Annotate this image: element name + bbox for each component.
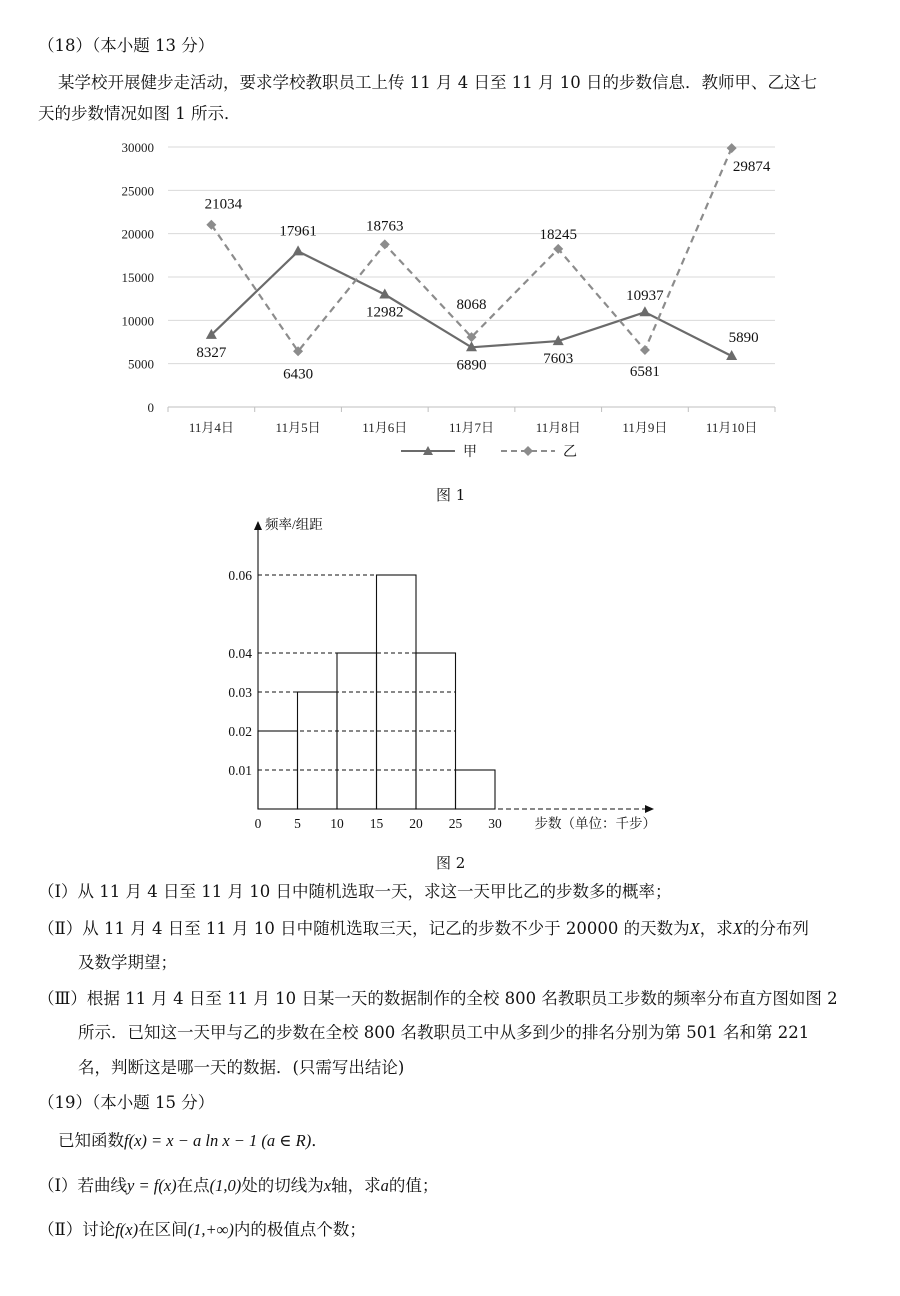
q19-header: （19）（本小题 15 分）: [38, 1093, 215, 1112]
q18-intro-line2: 天的步数情况如图 1 所示．: [38, 104, 241, 123]
y-tick-label: 25000: [121, 183, 154, 199]
q18-header: （18）（本小题 13 分）: [38, 36, 215, 55]
data-label: 8327: [196, 344, 227, 361]
q18-part3-line1: （Ⅲ）根据 11 月 4 日至 11 月 10 日某一天的数据制作的全校 800 名教职员工步数的频率分布直方图如图 2: [38, 989, 838, 1008]
histogram-bar: [456, 770, 496, 809]
y-tick-label: 5000: [128, 356, 154, 372]
q19-part2-interval: (1,+∞): [187, 1220, 234, 1239]
data-label: 17961: [279, 223, 317, 240]
data-point-triangle: [639, 306, 650, 316]
q18-part2-text-b: ，求: [699, 919, 733, 938]
x-tick-label: 30: [488, 816, 502, 831]
y-tick-label: 10000: [121, 313, 154, 329]
y-tick-label: 0.02: [228, 724, 252, 739]
x-tick-label: 20: [409, 816, 423, 831]
data-label: 21034: [204, 196, 243, 213]
x-tick-label: 10: [330, 816, 344, 831]
histogram-bar: [258, 731, 298, 809]
data-point-diamond: [380, 239, 390, 249]
data-label: 6581: [629, 363, 660, 380]
data-point-diamond: [727, 143, 737, 153]
x-tick-label: 25: [448, 816, 463, 831]
figure2-caption: 图 2: [436, 854, 466, 872]
x-axis-label: 步数（单位：千步）: [534, 816, 656, 831]
data-label: 10937: [626, 288, 664, 305]
data-point-diamond: [640, 345, 650, 355]
x-tick-label: 5: [294, 816, 301, 831]
q19-part1-curve: y = f(x): [127, 1176, 177, 1195]
q19-intro-end: ．: [311, 1131, 328, 1150]
legend-marker-diamond: [523, 446, 533, 456]
q18-part2-var-x2: X: [732, 919, 743, 938]
data-label: 18763: [366, 218, 404, 235]
x-tick-label: 11月6日: [362, 420, 408, 435]
q18-part2-line2: 及数学期望；: [78, 953, 177, 972]
legend-label: 乙: [563, 445, 577, 460]
data-label: 8068: [456, 297, 487, 314]
histogram-bar: [298, 692, 338, 809]
data-label: 18245: [539, 226, 577, 243]
x-tick-label: 11月5日: [275, 420, 321, 435]
histogram-bar: [377, 575, 417, 809]
y-tick-label: 15000: [121, 270, 154, 285]
data-point-triangle: [293, 245, 304, 255]
legend-label: 甲: [463, 445, 477, 460]
q19-part2-text-b: 在区间: [138, 1220, 188, 1239]
data-label: 12982: [366, 304, 404, 321]
data-label: 6890: [456, 357, 487, 374]
data-label: 7603: [543, 351, 574, 368]
q19-part2-text-a: （Ⅱ）讨论: [38, 1220, 116, 1239]
x-tick-label: 11月8日: [535, 420, 581, 435]
q19-intro-text: 已知函数: [58, 1131, 124, 1150]
x-tick-label: 11月10日: [705, 420, 758, 435]
data-label: 6430: [283, 366, 314, 383]
q18-part2-text-c: 的分布列: [742, 919, 809, 938]
q19-part1-text-d: 轴，求: [331, 1176, 381, 1195]
q18-part1: （Ⅰ）从 11 月 4 日至 11 月 10 日中随机选取一天，求这一天甲比乙的步数多的概率；: [38, 882, 672, 901]
data-label: 5890: [728, 329, 759, 346]
x-tick-label: 11月4日: [188, 420, 234, 435]
q18-part2-text-a: （Ⅱ）从 11 月 4 日至 11 月 10 日中随机选取三天，记乙的步数不少于 20000 的天数为: [38, 919, 690, 938]
q18-intro-line1: 某学校开展健步走活动，要求学校教职员工上传 11 月 4 日至 11 月 10 日的步数信息．教师甲、乙这七: [58, 73, 817, 92]
q19-part1-var-a: a: [380, 1176, 389, 1195]
data-label: 29874: [732, 159, 771, 176]
figure2-histogram: [200, 510, 680, 840]
y-tick-label: 30000: [121, 140, 154, 155]
q18-part2-line1: [38, 921, 809, 938]
y-tick-label: 0.06: [228, 568, 252, 583]
q19-part1-text-c: 处的切线为: [241, 1176, 324, 1195]
y-tick-label: 20000: [121, 226, 154, 242]
y-axis-label: 频率/组距: [265, 517, 323, 532]
y-tick-label: 0.01: [228, 763, 252, 778]
q19-part2-func: f(x): [115, 1220, 139, 1239]
q19-part1-axis: x: [323, 1176, 332, 1195]
q19-intro: [58, 1133, 328, 1150]
q18-part3-line3: 名，判断这是哪一天的数据．(只需写出结论): [78, 1058, 405, 1077]
q18-part3-line2: 所示．已知这一天甲与乙的步数在全校 800 名教职员工中从多到少的排名分别为第 501 名和第 221: [78, 1023, 810, 1042]
figure1-caption: 图 1: [436, 486, 466, 504]
x-tick-label: 15: [369, 816, 384, 831]
q19-part1-point: (1,0): [209, 1176, 242, 1195]
q18-part2-var-x: X: [689, 919, 700, 938]
y-tick-label: 0.04: [228, 646, 252, 661]
q19-part2: [38, 1222, 366, 1239]
y-tick-label: 0.03: [228, 685, 252, 700]
x-tick-label: 11月7日: [448, 420, 495, 435]
y-tick-label: 0: [147, 400, 154, 415]
q19-part1-text-e: 的值；: [388, 1176, 439, 1195]
q19-part1-text-a: （Ⅰ）若曲线: [38, 1176, 128, 1195]
x-tick-label: 0: [254, 816, 262, 831]
x-tick-label: 11月9日: [622, 420, 668, 435]
figure1-line-chart: [100, 130, 800, 470]
q19-function: f(x) = x − a ln x − 1 (a ∈ R): [124, 1131, 312, 1150]
q19-part2-text-c: 内的极值点个数；: [233, 1220, 366, 1239]
q19-part1-text-b: 在点: [176, 1176, 210, 1195]
q19-part1: [38, 1178, 438, 1195]
